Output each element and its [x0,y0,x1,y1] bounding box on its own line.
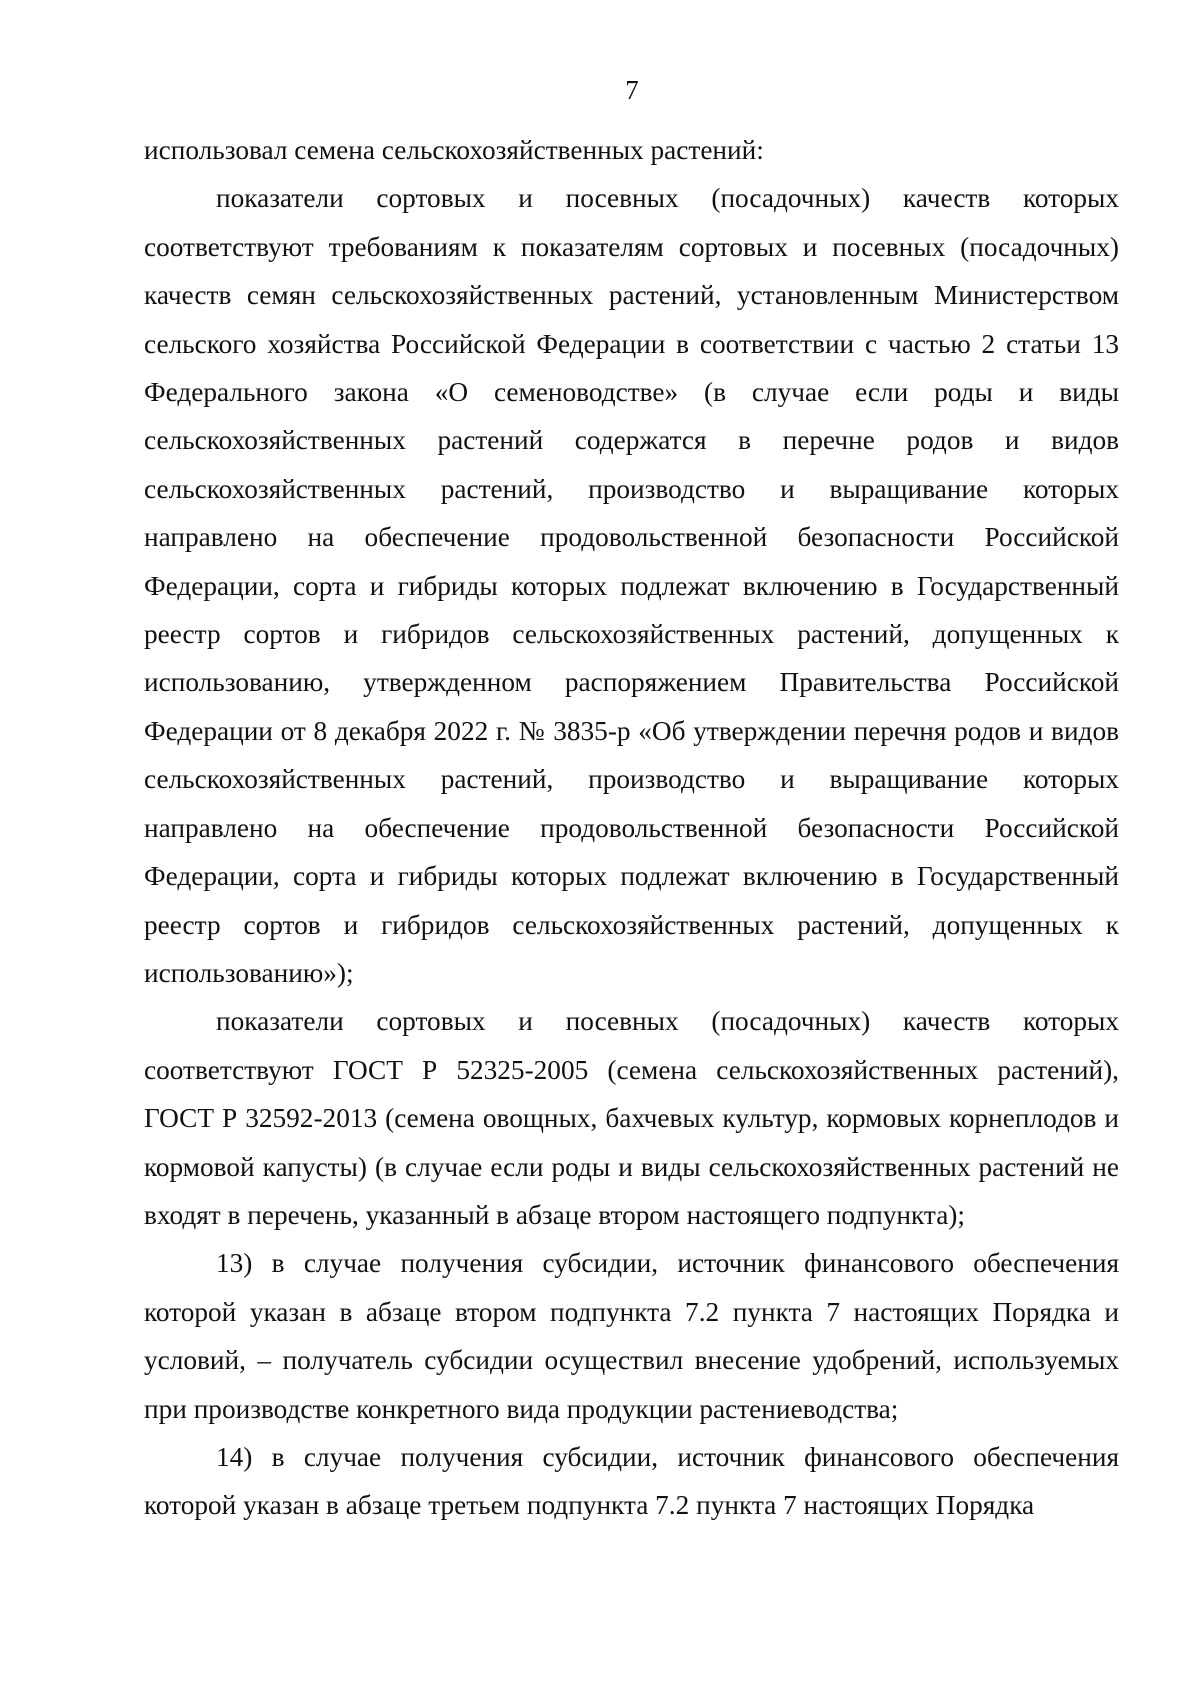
paragraph-seed-gost: показатели сортовых и посевных (посадочных) качеств которых соответствуют ГОСТ Р 52325-2005 (семена сельскохозяйственных растений), ГОСТ Р 32592-2013 (семена овощных, бахчевых культур, кормовых корнеплодов и кормовой капусты) (в случае если роды и виды сельскохозяйственных растений не входят в перечень, указанный в абзаце втором настоящего подпункта); [144,1006,1119,1230]
paragraph-seed-quality-requirements: показатели сортовых и посевных (посадочных) качеств которых соответствуют требованиям к показателям сортовых и посевных (посадочных) качеств семян сельскохозяйственных растений, установленным Министерством сельского хозяйства Российской Федерации в соответствии с частью 2 статьи 13 Федерального закона «О семеноводстве» (в случае если роды и виды сельскохозяйственных растений содержатся в перечне родов и видов сельскохозяйственных растений, производство и выращивание которых направлено на обеспечение продовольственной безопасности Российской Федерации, сорта и гибриды которых подлежат включению в Государственный реестр сортов и гибридов сельскохозяйственных растений, допущенных к использованию, утвержденном распоряжением Правительства Российской Федерации от 8 декабря 2022 г. № 3835-р «Об утверждении перечня родов и видов сельскохозяйственных растений, производство и выращивание которых направлено на обеспечение продовольственной безопасности Российской Федерации, сорта и гибриды которых подлежат включению в Государственный реестр сортов и гибридов сельскохозяйственных растений, допущенных к использованию»); [144,183,1119,988]
paragraph-seed-intro: использовал семена сельскохозяйственных растений: [144,135,764,165]
paragraph-item-14: 14) в случае получения субсидии, источник финансового обеспечения которой указан в абзаце третьем подпункта 7.2 пункта 7 настоящих Порядка [144,1441,1119,1521]
page-number: 7 [625,75,639,105]
paragraph-item-13: 13) в случае получения субсидии, источник финансового обеспечения которой указан в абзаце втором подпункта 7.2 пункта 7 настоящих Порядка и условий, – получатель субсидии осуществил внесение удобрений, используемых при производстве конкретного вида продукции растениеводства; [144,1248,1119,1424]
document-body [144,126,1119,1530]
